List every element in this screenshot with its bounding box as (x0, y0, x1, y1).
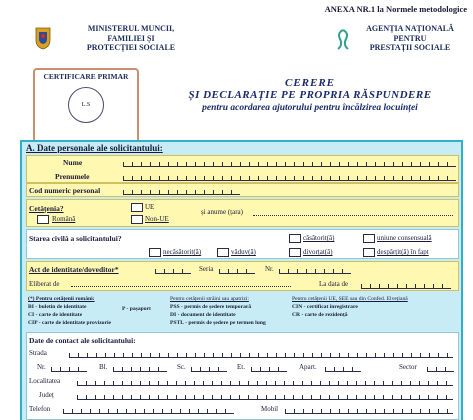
consensual-union-checkbox[interactable] (363, 234, 375, 243)
block-label: Bl. (99, 363, 108, 371)
first-name-input[interactable] (123, 173, 456, 181)
non-eu-checkbox[interactable] (131, 215, 143, 224)
id-document-band (26, 261, 459, 291)
staircase-label: Sc. (177, 363, 186, 371)
title-line-2: ȘI DECLARAȚIE PE PROPRIA RĂSPUNDERE (188, 89, 432, 101)
first-name-label: Prenumele (55, 172, 90, 181)
annex-label: ANEXA NR.1 la Normele metodologice (324, 4, 467, 14)
note-ci: CI - carte de identitate (28, 312, 83, 318)
issue-date-label: La data de (319, 280, 349, 288)
sector-input[interactable] (427, 364, 454, 372)
unmarried-label: necăsătorit(ă) (163, 248, 202, 256)
street-label: Strada (29, 349, 47, 357)
street-input[interactable] (69, 350, 453, 358)
floor-label: Et. (237, 363, 245, 371)
citizenship-band (26, 199, 459, 227)
county-label: Județ (39, 391, 54, 399)
note-passport: P - pașaport (122, 306, 151, 312)
county-input[interactable] (77, 392, 453, 400)
contact-title: Date de contact ale solicitantului: (29, 336, 136, 345)
eu-label: UE (145, 203, 155, 211)
id-document-label: Act de identitate/doveditor* (29, 265, 119, 274)
apartment-input[interactable] (325, 364, 361, 372)
series-label: Seria (199, 265, 214, 273)
ministry-name: MINISTERUL MUNCII, FAMILIEI ȘI PROTECȚIEI SOCIALE (86, 24, 176, 52)
series-input[interactable] (219, 266, 255, 274)
consensual-union-label: uniune consensuală (377, 234, 432, 242)
title-line-3: pentru acordarea ajutorului pentru încălzirea locuinței (202, 103, 418, 113)
cnp-label: Cod numeric personal (29, 186, 101, 195)
romanian-label: Română (52, 215, 76, 223)
last-name-label: Nume (63, 158, 83, 167)
note-romanians-title: (*) Pentru cetățenii români: (28, 296, 95, 302)
married-checkbox[interactable] (289, 234, 301, 243)
block-input[interactable] (113, 364, 167, 372)
id-number-input[interactable] (279, 266, 351, 274)
street-number-input[interactable] (51, 364, 87, 372)
romania-coat-of-arms-icon (34, 26, 52, 50)
seal-label: L.S (81, 102, 91, 108)
note-pstl: PSTL - permis de ședere pe termen lung (170, 320, 266, 326)
section-personal-data (20, 140, 463, 420)
non-eu-label: Non-UE (145, 215, 169, 223)
mobile-input[interactable] (285, 406, 453, 414)
number-label: Nr. (265, 265, 274, 273)
name-band (26, 155, 459, 183)
note-foreigners-title: Pentru cetățenii străini sau apatrizi: (170, 296, 249, 302)
widowed-label: văduv(ă) (231, 248, 256, 256)
country-label: și anume (țara) (201, 208, 243, 216)
note-cin: CIN - certificat înregistrare (292, 304, 358, 310)
separated-checkbox[interactable] (363, 248, 375, 257)
romanian-checkbox[interactable] (37, 215, 49, 224)
cnp-input[interactable] (123, 187, 240, 195)
last-name-input[interactable] (123, 159, 456, 167)
phone-label: Telefon (29, 405, 51, 413)
divorced-checkbox[interactable] (289, 248, 301, 257)
note-bi: BI - buletin de identitate (28, 304, 87, 310)
mobile-label: Mobil (261, 405, 279, 413)
form-title (150, 77, 470, 113)
phone-input[interactable] (63, 406, 234, 414)
issued-by-input[interactable] (71, 280, 291, 287)
divorced-label: divorțat(ă) (303, 248, 333, 256)
widowed-checkbox[interactable] (217, 248, 229, 257)
street-number-label: Nr. (37, 363, 46, 371)
note-cr: CR - carte de rezidență (292, 312, 348, 318)
apartment-label: Apart. (299, 363, 317, 371)
note-di: DI - document de identitate (170, 312, 236, 318)
contact-band (26, 332, 459, 420)
citizenship-label: Cetățenia? (29, 204, 64, 213)
mayor-certification-box (33, 68, 139, 144)
unmarried-checkbox[interactable] (149, 248, 161, 257)
note-pss: PSS - permis de ședere temporară (170, 304, 252, 310)
civil-status-label: Starea civilă a solicitantului? (29, 234, 122, 243)
section-a-title: A. Date personale ale solicitantului: (26, 143, 163, 153)
locality-input[interactable] (77, 378, 453, 386)
eu-checkbox[interactable] (131, 203, 143, 212)
agency-name: AGENȚIA NAȚIONALĂ PENTRU PRESTAȚII SOCIALE (366, 24, 454, 52)
certification-title: CERTIFICARE PRIMAR (43, 72, 129, 81)
floor-input[interactable] (251, 364, 287, 372)
staircase-input[interactable] (191, 364, 227, 372)
note-eu-title: Pentru cetățenii UE, SEE sau din Confed. Elvețiană (292, 296, 408, 302)
seal-placeholder (68, 87, 104, 123)
country-input[interactable] (253, 209, 453, 216)
married-label: căsătorit(ă) (303, 234, 335, 242)
locality-label: Localitatea (29, 377, 61, 385)
note-cip: CIP - carte de identitate provizorie (28, 320, 112, 326)
cnp-band (26, 183, 459, 197)
issue-date-input[interactable] (361, 281, 451, 289)
sector-label: Sector (399, 363, 417, 371)
title-line-1: CERERE (284, 77, 336, 89)
civil-status-band (26, 229, 459, 259)
separated-label: despărțit(ă) în fapt (377, 248, 429, 256)
id-type-input[interactable] (155, 266, 191, 274)
issued-by-label: Eliberat de (29, 280, 60, 288)
